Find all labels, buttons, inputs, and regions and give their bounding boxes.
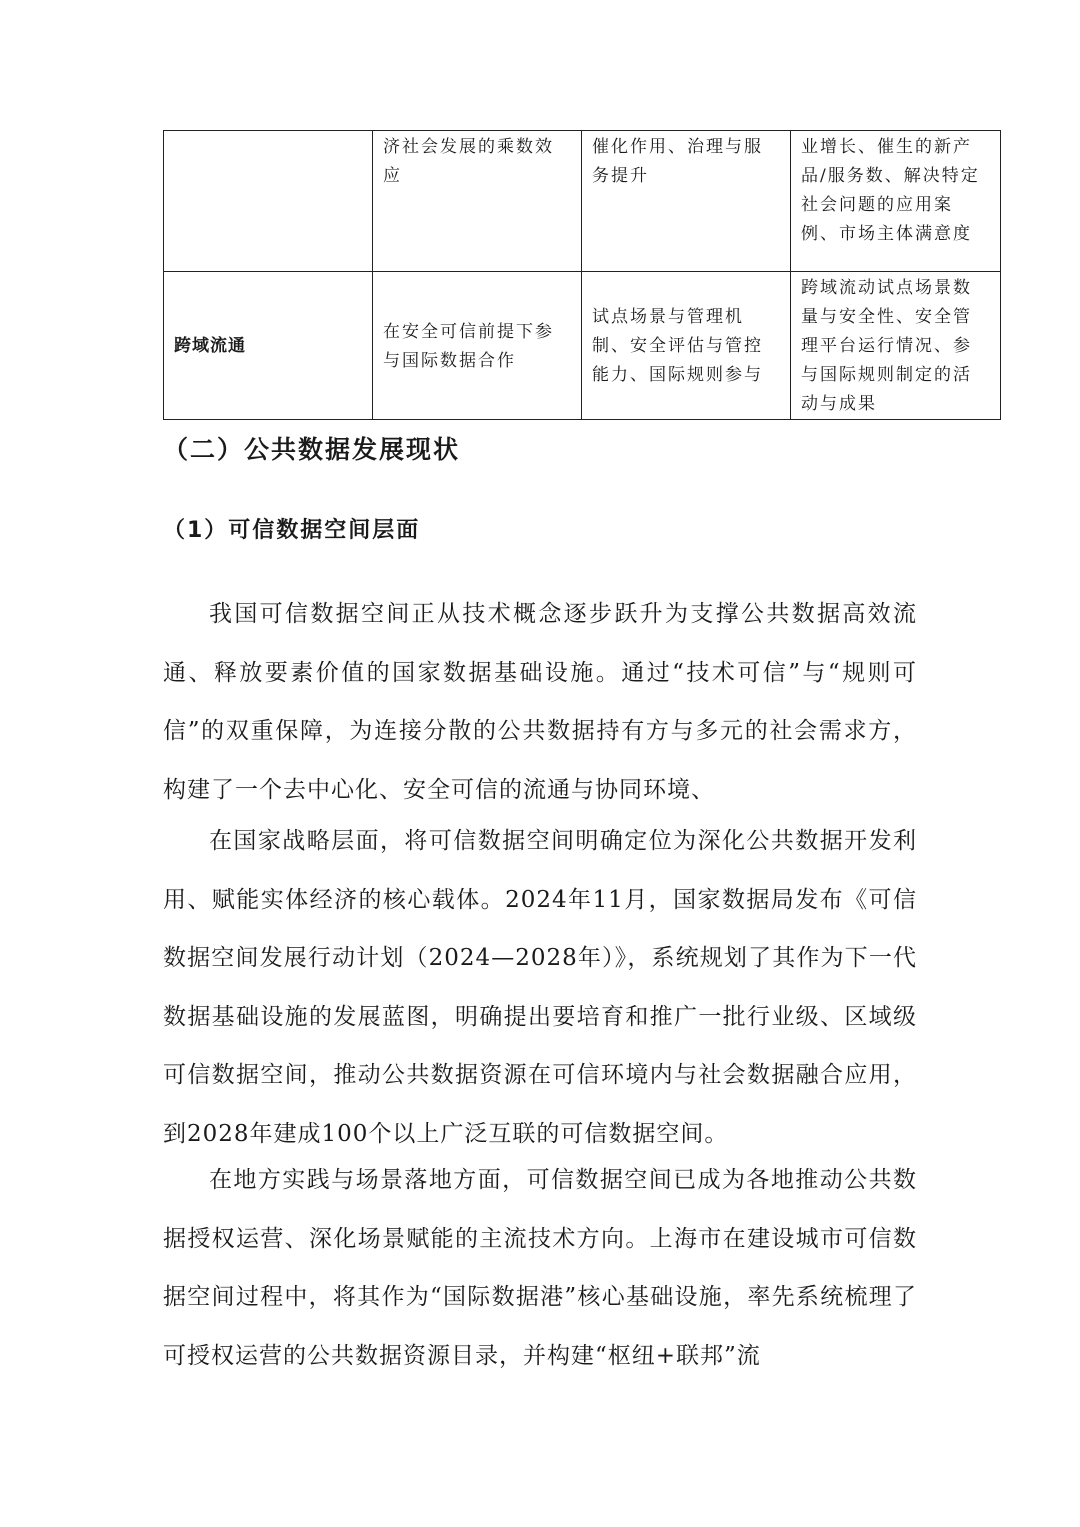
table-cell-focus: 试点场景与管理机制、安全评估与管控能力、国际规则参与 [582, 272, 791, 420]
paragraph-block [163, 1151, 917, 1385]
table-cell-indicators: 业增长、催生的新产品/服务数、解决特定社会问题的应用案例、市场主体满意度 [791, 131, 1001, 272]
body-paragraph: 在国家战略层面，将可信数据空间明确定位为深化公共数据开发利用、赋能实体经济的核心载体。2024年11月，国家数据局发布《可信数据空间发展行动计划（2024—2028年）》，系统规划了其作为下一代数据基础设施的发展蓝图，明确提出要培育和推广一批行业级、区域级可信数据空间，推动公共数据资源在可信环境内与社会数据融合应用，到2028年建成100个以上广泛互联的可信数据空间。 [163, 828, 917, 1147]
table-row [164, 272, 1001, 420]
body-paragraph: 在地方实践与场景落地方面，可信数据空间已成为各地推动公共数据授权运营、深化场景赋能的主流技术方向。上海市在建设城市可信数据空间过程中，将其作为“国际数据港”核心基础设施，率先系统梳理了可授权运营的公共数据资源目录，并构建“枢纽+联邦”流 [163, 1167, 917, 1369]
table-cell-focus: 催化作用、治理与服务提升 [582, 131, 791, 272]
body-paragraph: 我国可信数据空间正从技术概念逐步跃升为支撑公共数据高效流通、释放要素价值的国家数据基础设施。通过“技术可信”与“规则可信”的双重保障，为连接分散的公共数据持有方与多元的社会需求方，构建了一个去中心化、安全可信的流通与协同环境、 [163, 601, 917, 803]
paragraph-block [163, 585, 917, 819]
indicator-table [163, 130, 1001, 420]
table-row [164, 131, 1001, 272]
table-cell-goal: 在安全可信前提下参与国际数据合作 [373, 272, 582, 420]
table-cell-dimension: 跨域流通 [164, 272, 373, 420]
subsection-heading: （1）可信数据空间层面 [163, 518, 421, 543]
section-heading: （二）公共数据发展现状 [163, 435, 461, 464]
table-cell-dimension [164, 131, 373, 272]
paragraph-block [163, 812, 917, 1163]
table-cell-indicators: 跨域流动试点场景数量与安全性、安全管理平台运行情况、参与国际规则制定的活动与成果 [791, 272, 1001, 420]
table-cell-goal: 济社会发展的乘数效应 [373, 131, 582, 272]
